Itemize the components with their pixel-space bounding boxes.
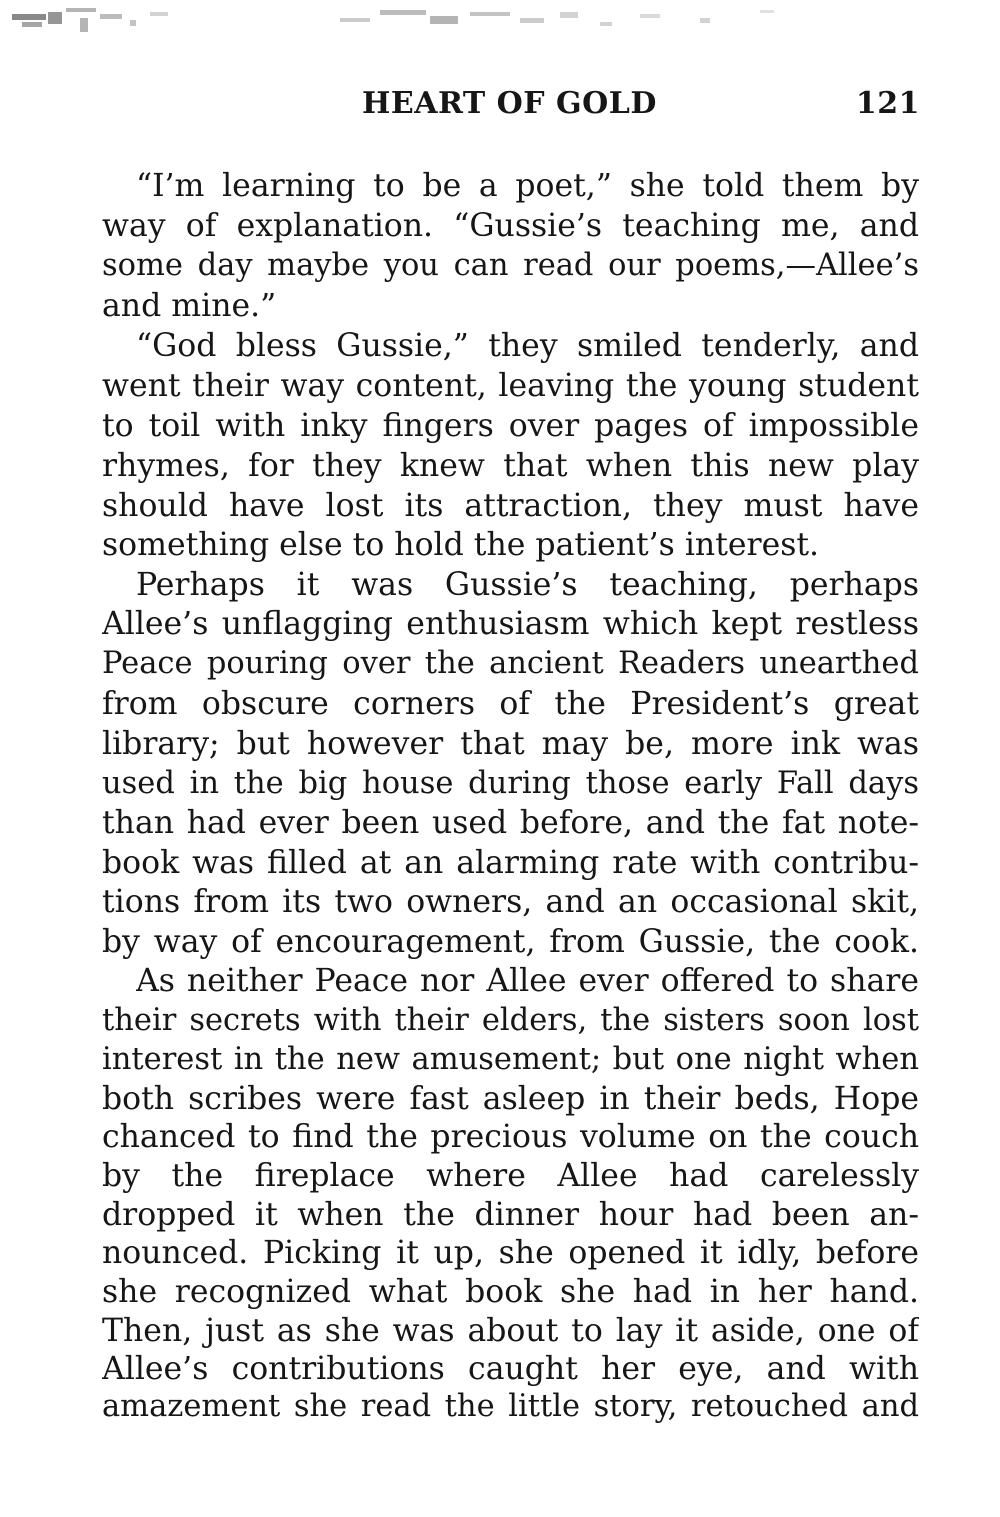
text-line: Allee’s contributions caught her eye, and with [102,1351,919,1387]
text-line: library; but however that may be, more ink was [102,726,919,762]
text-line: way of explanation. “Gussie’s teaching me, and [102,208,919,244]
page-number: 121 [855,86,920,121]
text-line: to toil with inky fingers over pages of impossible [102,408,919,444]
text-line: something else to hold the patient’s interest. [102,527,820,563]
text-line: their secrets with their elders, the sisters soon lost [102,1003,919,1038]
text-line: some day maybe you can read our poems,—Allee’s [102,248,919,283]
text-line: Peace pouring over the ancient Readers unearthed [102,646,919,681]
text-line: used in the big house during those early Fall days [102,766,919,801]
text-line: Then, just as she was about to lay it aside, one of [102,1313,919,1349]
running-header [100,86,920,126]
text-line: from obscure corners of the President’s great [102,686,919,722]
text-line: than had ever been used before, and the fat note- [102,805,919,841]
text-line: Allee’s unflagging enthusiasm which kept restless [102,606,919,642]
text-line: went their way content, leaving the young student [102,368,919,404]
text-line: nounced. Picking it up, she opened it idly, before [102,1235,919,1271]
text-line: should have lost its attraction, they must have [102,488,919,524]
text-line: amazement she read the little story, retouched and [102,1389,919,1424]
text-line: both scribes were fast asleep in their beds, Hope [102,1081,919,1117]
text-line: dropped it when the dinner hour had been an- [102,1197,919,1233]
text-line: book was filled at an alarming rate with contribu- [102,845,919,881]
running-title: HEART OF GOLD [362,86,657,121]
text-line: by the fireplace where Allee had carelessly [102,1158,919,1194]
text-line: and mine.” [102,288,277,324]
scan-noise-decoration [0,0,1000,60]
text-line: by way of encouragement, from Gussie, the cook. [102,924,919,960]
text-line: rhymes, for they knew that when this new play [102,448,919,484]
text-line: interest in the new amusement; but one night when [102,1042,919,1077]
text-line: “God bless Gussie,” they smiled tenderly, and [136,328,919,364]
text-line: chanced to find the precious volume on the couch [102,1119,919,1155]
text-line: As neither Peace nor Allee ever offered to share [136,963,919,999]
text-line: tions from its two owners, and an occasional skit, [102,884,919,920]
text-line: “I’m learning to be a poet,” she told them by [136,168,919,204]
text-line: she recognized what book she had in her hand. [102,1274,919,1310]
text-line: Perhaps it was Gussie’s teaching, perhaps [136,567,919,603]
